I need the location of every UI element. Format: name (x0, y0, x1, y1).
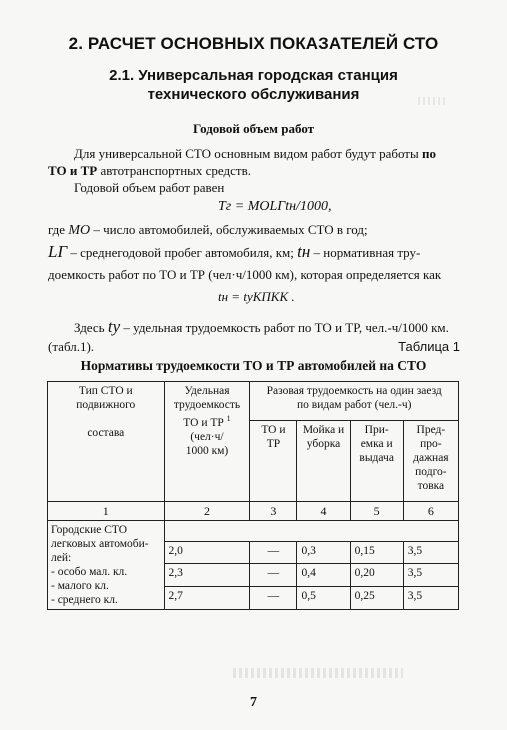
header-cell-text: Тип СТО и (78, 385, 133, 397)
column-number: 2 (164, 502, 250, 521)
footnote-mark: 1 (226, 414, 231, 423)
chapter-heading: 2. РАСЧЕТ ОСНОВНЫХ ПОКАЗАТЕЛЕЙ СТО (68, 34, 439, 53)
page-number: 7 (250, 695, 257, 710)
definition-ty-cont: (табл.1). (48, 339, 95, 354)
header-cell-text: ТО и ТР (183, 416, 224, 429)
paragraph-1-line1 (74, 145, 436, 162)
row-label-city-stations (48, 521, 165, 610)
where-prefix: где (48, 222, 66, 237)
symbol-mo: MО (68, 223, 91, 238)
formula-annual-volume: Tг = MОLГtн/1000, (218, 199, 332, 214)
row-label-line: - малого кл. (51, 580, 109, 592)
paragraph-1-bold: по (421, 146, 436, 161)
definition-ty-text: – удельная трудоемкость работ по ТО и ТР, чел.-ч/1000 км. (120, 320, 449, 335)
table-cell: 0,25 (350, 587, 403, 610)
definition-tn-text: – нормативная тру- (310, 245, 421, 260)
paragraph-1-text: Для универсальной СТО основным видом работ будут работы (74, 146, 422, 161)
table-cell: 0,3 (297, 541, 350, 564)
group-row-spacer (164, 521, 458, 542)
subsection-heading: Годовой объем работ (192, 121, 315, 136)
header-station-type (48, 382, 165, 502)
header-cell-text: состава (87, 427, 125, 439)
symbol-tn: tн (297, 242, 311, 261)
header-cell-text: Удельная (184, 385, 230, 397)
row-label-line: Городские СТО (51, 524, 128, 536)
table-cell: — (250, 541, 297, 564)
column-number: 1 (48, 502, 165, 521)
definition-ty (74, 318, 449, 336)
table-cell: 2,0 (164, 541, 250, 564)
paragraph-2: Годовой объем работ равен (74, 180, 225, 195)
definition-mo (48, 221, 368, 239)
subheader-to-tr: ТО и ТР (250, 421, 297, 502)
table-label: Таблица 1 (398, 339, 460, 354)
symbol-lg: LГ (48, 242, 68, 261)
table-cell: 0,15 (350, 541, 403, 564)
row-label-line: легковых автомоби- (51, 538, 149, 550)
table-cell: 3,5 (403, 587, 458, 610)
definition-continuation: доемкость работ по ТО и ТР (чел·ч/1000 км), которая определяется как (48, 267, 442, 282)
section-heading-line2: технического обслуживания (147, 86, 360, 103)
symbol-ty: tу (107, 317, 121, 336)
row-label-line: - особо мал. кл. (51, 566, 128, 578)
header-cell-text: (чел·ч/ (190, 430, 224, 443)
formula-normative-labor: tн = tуKПKК . (218, 289, 295, 304)
column-number: 3 (250, 502, 297, 521)
table-cell: 0,4 (297, 564, 350, 587)
subheader-presale: Пред-про-дажная подго-товка (403, 421, 458, 502)
header-cell-text: 1000 км) (185, 444, 229, 457)
header-cell-text: Разовая трудоемкость на один заезд (266, 385, 442, 397)
column-number: 6 (403, 502, 458, 521)
table-cell: 3,5 (403, 541, 458, 564)
table-cell: — (250, 564, 297, 587)
table-header-row (48, 382, 459, 421)
table-number-row (48, 502, 459, 521)
header-specific-labor (164, 382, 250, 502)
paragraph-1-bold-2: ТО и ТР (48, 163, 98, 178)
table-cell: 3,5 (403, 564, 458, 587)
definition-lg-text: – среднегодовой пробег автомобиля, км; (67, 245, 294, 260)
table-cell: 2,7 (164, 587, 250, 610)
table-group-row (48, 521, 459, 542)
norms-table (47, 381, 459, 610)
header-cell-text: трудоемкость (173, 399, 241, 411)
column-number: 4 (297, 502, 350, 521)
table-cell: — (250, 587, 297, 610)
row-label-line: - среднего кл. (51, 594, 118, 606)
header-single-visit-labor (250, 382, 459, 421)
section-heading-line1: 2.1. Универсальная городская станция (109, 67, 398, 84)
section-heading (0, 66, 507, 104)
table-cell: 0,5 (297, 587, 350, 610)
table-cell: 2,3 (164, 564, 250, 587)
table-cell: 0,20 (350, 564, 403, 587)
paragraph-1-text-2: автотранспортных средств. (97, 163, 251, 178)
row-label-line: лей: (51, 552, 72, 564)
subheader-acceptance: При-емка и выдача (350, 421, 403, 502)
column-number: 5 (350, 502, 403, 521)
scan-artifact (233, 668, 403, 678)
header-cell-text: по видам работ (чел.-ч) (296, 399, 412, 411)
paragraph-1-line2 (48, 162, 251, 179)
header-cell-text: подвижного (76, 399, 136, 411)
header-cell-text (168, 412, 247, 430)
definition-mo-text: – число автомобилей, обслуживаемых СТО в год; (90, 222, 368, 237)
definition-lg (48, 243, 420, 261)
table-title: Нормативы трудоемкости ТО и ТР автомобилей на СТО (80, 358, 427, 373)
here-prefix: Здесь (74, 320, 105, 335)
subheader-washing: Мойка и уборка (297, 421, 350, 502)
